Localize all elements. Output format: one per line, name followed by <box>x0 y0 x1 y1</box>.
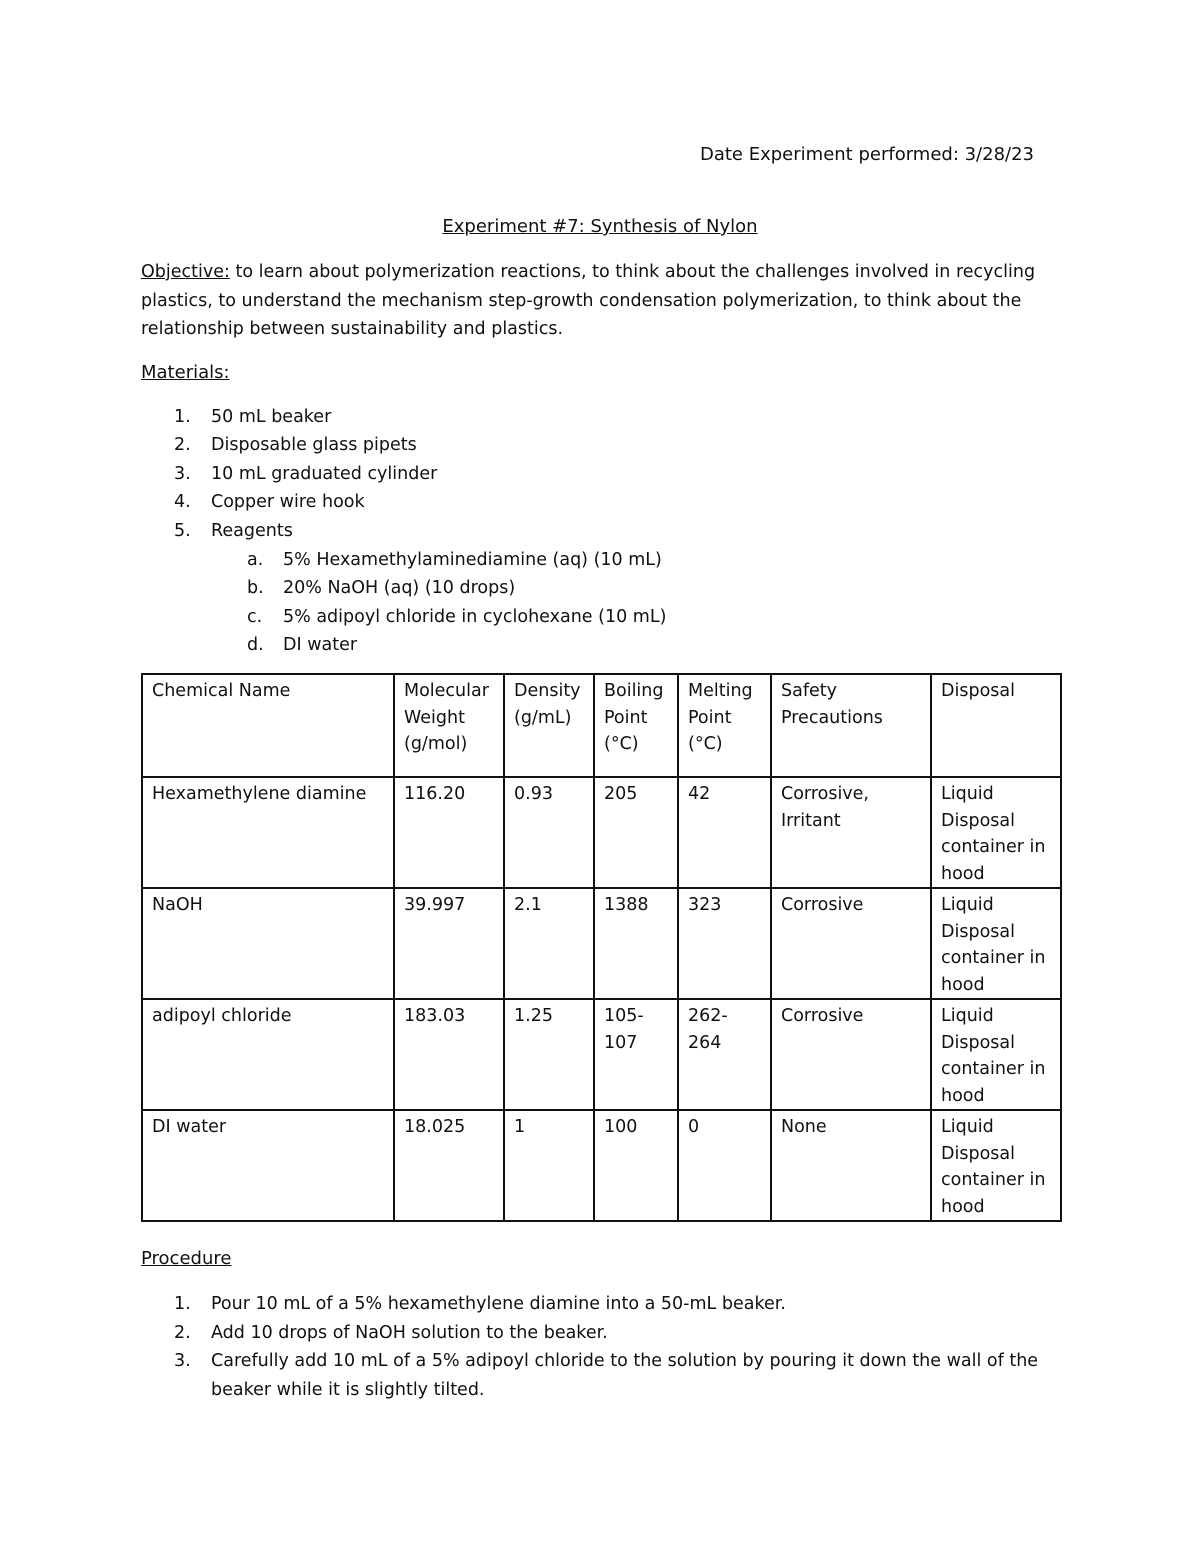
item-text: 50 mL beaker <box>211 407 332 427</box>
reagents-list <box>141 546 666 660</box>
item-text: 10 mL graduated cylinder <box>211 463 438 484</box>
list-item <box>141 403 437 431</box>
cell-molecular-weight: 116.20 <box>394 777 504 888</box>
date-performed: Date Experiment performed: 3/28/23 <box>699 144 1034 165</box>
list-item <box>141 631 666 659</box>
item-text: Copper wire hook <box>211 492 365 513</box>
item-letter: c. <box>247 606 263 627</box>
item-text: Reagents <box>211 520 293 541</box>
cell-chemical-name: Hexamethylene diamine <box>142 777 394 888</box>
step-number: 1. <box>174 1294 191 1314</box>
header-molecular-weight: Molecular Weight (g/mol) <box>394 674 504 777</box>
header-melting-point: Melting Point (°C) <box>678 674 771 777</box>
cell-density: 1.25 <box>504 999 594 1110</box>
list-item <box>141 1347 1061 1404</box>
procedure-list <box>141 1290 1061 1404</box>
item-letter: b. <box>247 578 264 599</box>
item-number: 1. <box>174 407 191 427</box>
cell-chemical-name: NaOH <box>142 888 394 999</box>
cell-molecular-weight: 18.025 <box>394 1110 504 1221</box>
header-safety: Safety Precautions <box>771 674 931 777</box>
cell-molecular-weight: 183.03 <box>394 999 504 1110</box>
item-text: 20% NaOH (aq) (10 drops) <box>283 578 516 599</box>
cell-boiling-point: 105-107 <box>594 999 678 1110</box>
item-text: DI water <box>283 635 358 656</box>
item-number: 4. <box>174 492 191 513</box>
step-text: Pour 10 mL of a 5% hexamethylene diamine into a 50-mL beaker. <box>211 1294 786 1314</box>
item-text: Disposable glass pipets <box>211 435 417 456</box>
item-number: 3. <box>174 463 191 484</box>
cell-density: 2.1 <box>504 888 594 999</box>
item-number: 5. <box>174 520 191 541</box>
step-number: 2. <box>174 1322 191 1343</box>
list-item <box>141 517 437 545</box>
chemical-properties-table <box>141 673 1062 1222</box>
list-item <box>141 1319 1061 1348</box>
cell-density: 1 <box>504 1110 594 1221</box>
item-text: 5% adipoyl chloride in cyclohexane (10 mL) <box>283 606 667 627</box>
table-row <box>142 999 1061 1110</box>
item-number: 2. <box>174 435 191 456</box>
header-density: Density (g/mL) <box>504 674 594 777</box>
cell-safety: Corrosive <box>771 888 931 999</box>
cell-boiling-point: 205 <box>594 777 678 888</box>
table-row <box>142 888 1061 999</box>
cell-disposal: Liquid Disposal container in hood <box>931 888 1061 999</box>
list-item <box>141 488 437 516</box>
objective-paragraph <box>141 258 1061 344</box>
step-text: Add 10 drops of NaOH solution to the beaker. <box>211 1322 608 1343</box>
table-header-row <box>142 674 1061 777</box>
cell-chemical-name: adipoyl chloride <box>142 999 394 1110</box>
cell-safety: None <box>771 1110 931 1221</box>
item-letter: d. <box>247 635 264 656</box>
list-item <box>141 460 437 488</box>
document-title: Experiment #7: Synthesis of Nylon <box>442 216 758 237</box>
materials-list <box>141 403 437 545</box>
cell-safety: Corrosive, Irritant <box>771 777 931 888</box>
cell-boiling-point: 100 <box>594 1110 678 1221</box>
table-row <box>142 1110 1061 1221</box>
cell-safety: Corrosive <box>771 999 931 1110</box>
list-item <box>141 574 666 602</box>
item-letter: a. <box>247 550 264 570</box>
cell-melting-point: 42 <box>678 777 771 888</box>
cell-disposal: Liquid Disposal container in hood <box>931 777 1061 888</box>
header-boiling-point: Boiling Point (°C) <box>594 674 678 777</box>
cell-molecular-weight: 39.997 <box>394 888 504 999</box>
list-item <box>141 431 437 459</box>
cell-boiling-point: 1388 <box>594 888 678 999</box>
cell-melting-point: 0 <box>678 1110 771 1221</box>
list-item <box>141 1290 1061 1319</box>
cell-melting-point: 323 <box>678 888 771 999</box>
cell-disposal: Liquid Disposal container in hood <box>931 1110 1061 1221</box>
list-item <box>141 603 666 631</box>
step-text: Carefully add 10 mL of a 5% adipoyl chloride to the solution by pouring it down the wall of the beaker while it is slightly tilted. <box>211 1351 1039 1400</box>
cell-chemical-name: DI water <box>142 1110 394 1221</box>
step-number: 3. <box>174 1351 191 1371</box>
objective-text: to learn about polymerization reactions, to think about the challenges involved in recycling plastics, to understand the mechanism step-growth condensation polymerization, to think about the relationship between sustainability and plastics. <box>141 262 1036 339</box>
header-disposal: Disposal <box>931 674 1061 777</box>
list-item <box>141 546 666 574</box>
objective-label: Objective: <box>141 262 230 282</box>
cell-melting-point: 262-264 <box>678 999 771 1110</box>
table-row <box>142 777 1061 888</box>
cell-disposal: Liquid Disposal container in hood <box>931 999 1061 1110</box>
materials-heading: Materials: <box>141 362 230 383</box>
cell-density: 0.93 <box>504 777 594 888</box>
procedure-heading: Procedure <box>141 1248 232 1269</box>
header-chemical-name: Chemical Name <box>142 674 394 777</box>
item-text: 5% Hexamethylaminediamine (aq) (10 mL) <box>283 550 662 570</box>
